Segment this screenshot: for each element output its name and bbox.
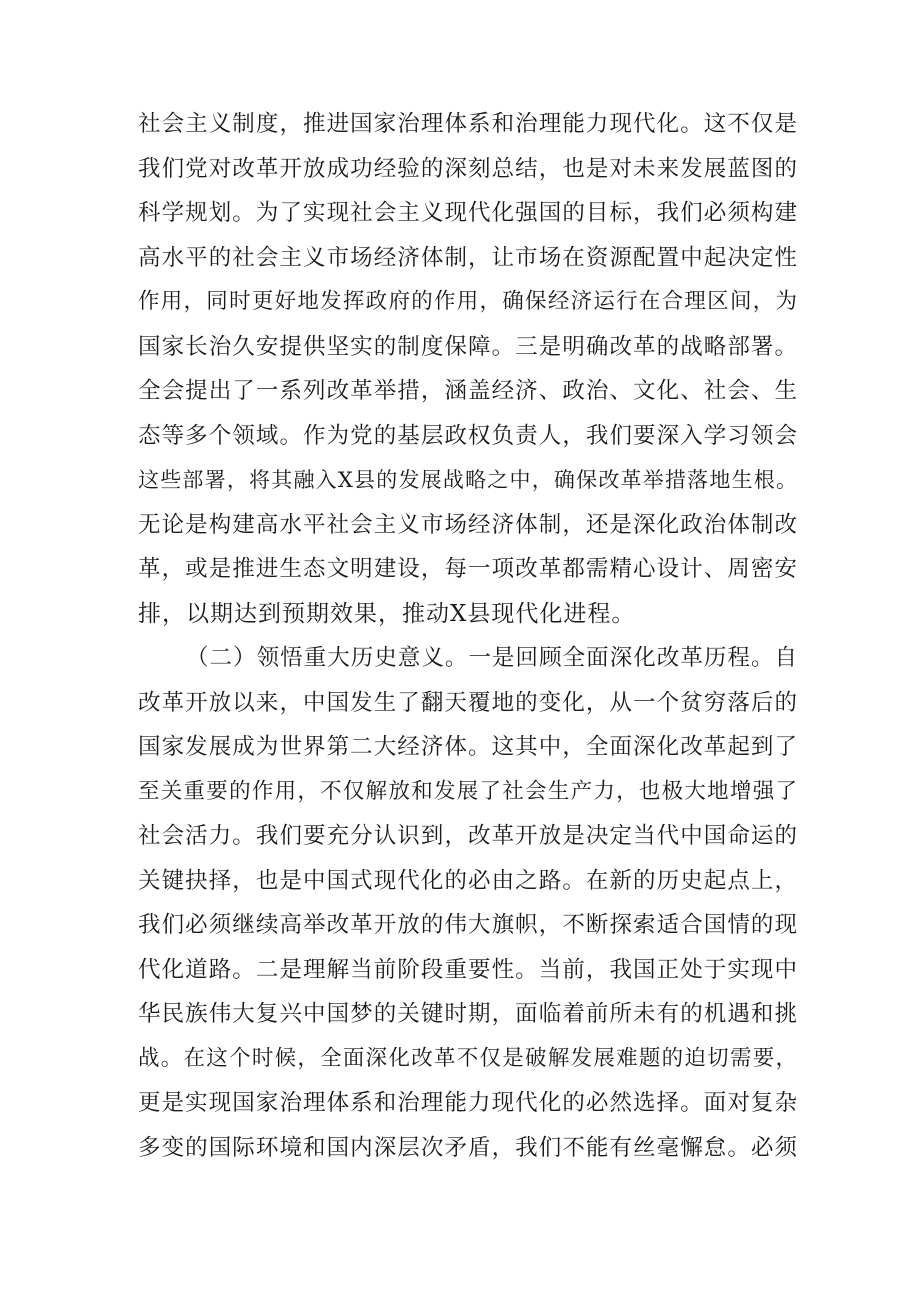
text-line: 改革开放以来，中国发生了翻天覆地的变化，从一个贫穷落后的 [138, 689, 798, 716]
text-line: 社会主义制度，推进国家治理体系和治理能力现代化。这不仅是 [138, 111, 798, 137]
text-line: 多变的国际环境和国内深层次矛盾，我们不能有丝毫懈怠。必须 [138, 1134, 798, 1161]
text-line: 态等多个领域。作为党的基层政权负责人，我们要深入学习领会 [138, 422, 798, 449]
text-line: 革，或是推进生态文明建设，每一项改革都需精心设计、周密安 [138, 556, 798, 582]
text-line: 无论是构建高水平社会主义市场经济体制，还是深化政治体制改 [138, 511, 798, 538]
text-line: 关键抉择，也是中国式现代化的必由之路。在新的历史起点上， [138, 867, 798, 894]
document-body [138, 102, 798, 1170]
paragraph-2 [138, 636, 798, 1170]
text-line: 作用，同时更好地发挥政府的作用，确保经济运行在合理区间，为 [138, 289, 798, 314]
text-line: 高水平的社会主义市场经济体制，让市场在资源配置中起决定性 [138, 244, 798, 271]
text-line: 我们党对改革开放成功经验的深刻总结，也是对未来发展蓝图的 [138, 155, 798, 182]
text-line: 排，以期达到预期效果，推动X县现代化进程。 [138, 600, 636, 627]
text-line: 代化道路。二是理解当前阶段重要性。当前，我国正处于实现中 [138, 956, 798, 983]
text-line: 国家长治久安提供坚实的制度保障。三是明确改革的战略部署。 [138, 333, 798, 360]
text-line: 国家发展成为世界第二大经济体。这其中，全面深化改革起到了 [138, 734, 798, 760]
text-line: （二）领悟重大历史意义。一是回顾全面深化改革历程。自 [186, 645, 798, 671]
text-line: 华民族伟大复兴中国梦的关键时期，面临着前所未有的机遇和挑 [138, 1001, 798, 1027]
text-line: 这些部署，将其融入X县的发展战略之中，确保改革举措落地生根。 [138, 468, 798, 492]
text-line: 战。在这个时候，全面深化改革不仅是破解发展难题的迫切需要， [138, 1045, 798, 1071]
text-line: 全会提出了一系列改革举措，涵盖经济、政治、文化、社会、生 [138, 378, 798, 404]
text-line: 至关重要的作用，不仅解放和发展了社会生产力，也极大地增强了 [138, 778, 798, 804]
text-line: 科学规划。为了实现社会主义现代化强国的目标，我们必须构建 [138, 200, 798, 226]
paragraph-1 [138, 102, 798, 636]
text-line: 我们必须继续高举改革开放的伟大旗帜，不断探索适合国情的现 [138, 912, 798, 938]
text-line: 更是实现国家治理体系和治理能力现代化的必然选择。面对复杂 [138, 1090, 798, 1116]
text-line: 社会活力。我们要充分认识到，改革开放是决定当代中国命运的 [138, 823, 798, 849]
